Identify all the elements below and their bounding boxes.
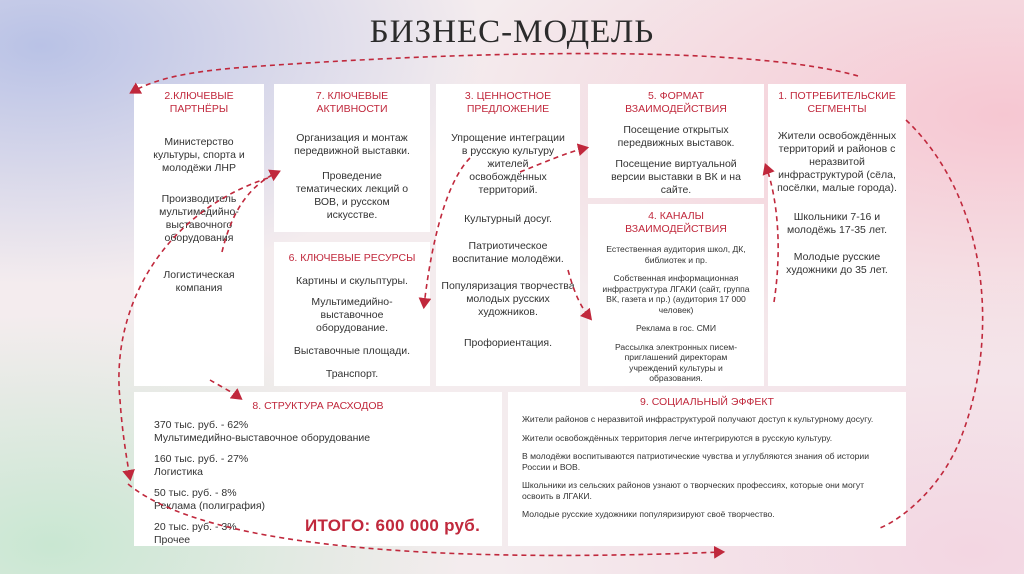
channel-item: Собственная информационная инфраструктура ЛГАКИ (сайт, группа ВК, газета и пр.) (аудитория 17 000 человек) — [602, 273, 750, 315]
value-item: Упрощение интеграции в русскую культуру жителей освобождённых территорий. — [451, 132, 565, 196]
resource-item: Выставочные площади. — [293, 345, 411, 357]
value-item: Профориентация. — [463, 337, 553, 349]
segment-item: Жители освобождённых территорий и районов с неразвитой инфраструктурой (сёла, посёлки, малые города). — [777, 130, 897, 194]
value-item: Популяризация творчества молодых русских художников. — [441, 280, 575, 318]
social-item: В молодёжи воспитываются патриотические чувства и углубляются знания об истории России и ВОВ. — [522, 451, 870, 472]
social-effect-box — [508, 392, 906, 546]
key-resources-box — [274, 242, 430, 386]
segment-item: Молодые русские художники до 35 лет. — [786, 251, 888, 276]
key-activities-header: 7. КЛЮЧЕВЫЕ АКТИВНОСТИ — [315, 90, 389, 115]
key-resources-header: 6. КЛЮЧЕВЫЕ РЕСУРСЫ — [288, 252, 416, 264]
resource-item: Картины и скульптуры. — [296, 275, 408, 287]
activity-item: Проведение тематических лекций о ВОВ, и русском искусстве. — [295, 170, 409, 221]
cost-amount: 370 тыс. руб. - 62% — [154, 419, 249, 431]
interaction-format-box — [588, 84, 764, 198]
cost-label: Мультимедийно-выставочное оборудование — [154, 432, 371, 444]
cost-item — [154, 419, 502, 445]
channel-item: Естественная аудитория школ, ДК, библиотек и пр. — [606, 244, 746, 265]
partner-item: Логистическая компания — [163, 269, 235, 294]
key-partners-box — [134, 84, 264, 386]
key-activities-box — [274, 84, 430, 232]
channel-item: Реклама в гос. СМИ — [635, 323, 717, 333]
social-item: Школьники из сельских районов узнают о творческих профессиях, которые они могут освоить в ЛГАКИ. — [522, 480, 865, 501]
cost-amount: 20 тыс. руб. - 3% — [154, 521, 237, 533]
social-effect-header: 9. СОЦИАЛЬНЫЙ ЭФФЕКТ — [640, 396, 774, 408]
format-item: Посещение виртуальной версии выставки в ВК и на сайте. — [611, 158, 741, 196]
customer-segments-box — [768, 84, 906, 386]
social-item: Жители районов с неразвитой инфраструктурой получают доступ к культурному досугу. — [522, 414, 874, 424]
total-cost: ИТОГО: 600 000 руб. — [305, 516, 481, 535]
cost-structure-header: 8. СТРУКТУРА РАСХОДОВ — [252, 400, 384, 412]
segment-item: Школьники 7-16 и молодёжь 17-35 лет. — [786, 211, 887, 236]
social-item: Жители освобождённых территория легче интегрируются в русскую культуру. — [522, 432, 833, 443]
activity-item: Организация и монтаж передвижной выставки. — [294, 132, 410, 157]
cost-amount: 160 тыс. руб. - 27% — [154, 453, 249, 465]
key-partners-header: 2.КЛЮЧЕВЫЕ ПАРТНЁРЫ — [164, 90, 234, 115]
partner-item: Производитель мультимедийно-выставочного оборудования — [159, 193, 239, 244]
value-proposition-header: 3. ЦЕННОСТНОЕ ПРЕДЛОЖЕНИЕ — [464, 90, 552, 115]
cost-label: Реклама (полиграфия) — [154, 500, 266, 512]
cost-item — [154, 453, 502, 479]
resource-item: Транспорт. — [325, 368, 379, 380]
value-proposition-box — [436, 84, 580, 386]
value-item: Патриотическое воспитание молодёжи. — [452, 240, 564, 265]
interaction-format-header: 5. ФОРМАТ ВЗАИМОДЕЙСТВИЯ — [625, 90, 727, 115]
format-item: Посещение открытых передвижных выставок. — [617, 124, 735, 149]
cost-item — [154, 487, 502, 513]
page-title: БИЗНЕС-МОДЕЛЬ — [369, 14, 655, 50]
interaction-channels-header: 4. КАНАЛЫ ВЗАИМОДЕЙСТВИЯ — [625, 210, 727, 235]
resource-item: Мультимедийно-выставочное оборудование. — [311, 296, 393, 334]
cost-label: Прочее — [154, 534, 191, 546]
partner-item: Министерство культуры, спорта и молодёжи ЛНР — [153, 136, 245, 174]
cost-amount: 50 тыс. руб. - 8% — [154, 487, 237, 499]
social-item: Молодые русские художники популяризируют своё творчество. — [522, 509, 775, 519]
channel-item: Рассылка электронных писем-приглашений директорам учреждений культуры и образования. — [614, 341, 738, 383]
value-item: Культурный досуг. — [464, 213, 552, 225]
interaction-channels-box — [588, 204, 764, 386]
customer-segments-header: 1. ПОТРЕБИТЕЛЬСКИЕ СЕГМЕНТЫ — [778, 90, 896, 115]
cost-label: Логистика — [154, 466, 204, 478]
